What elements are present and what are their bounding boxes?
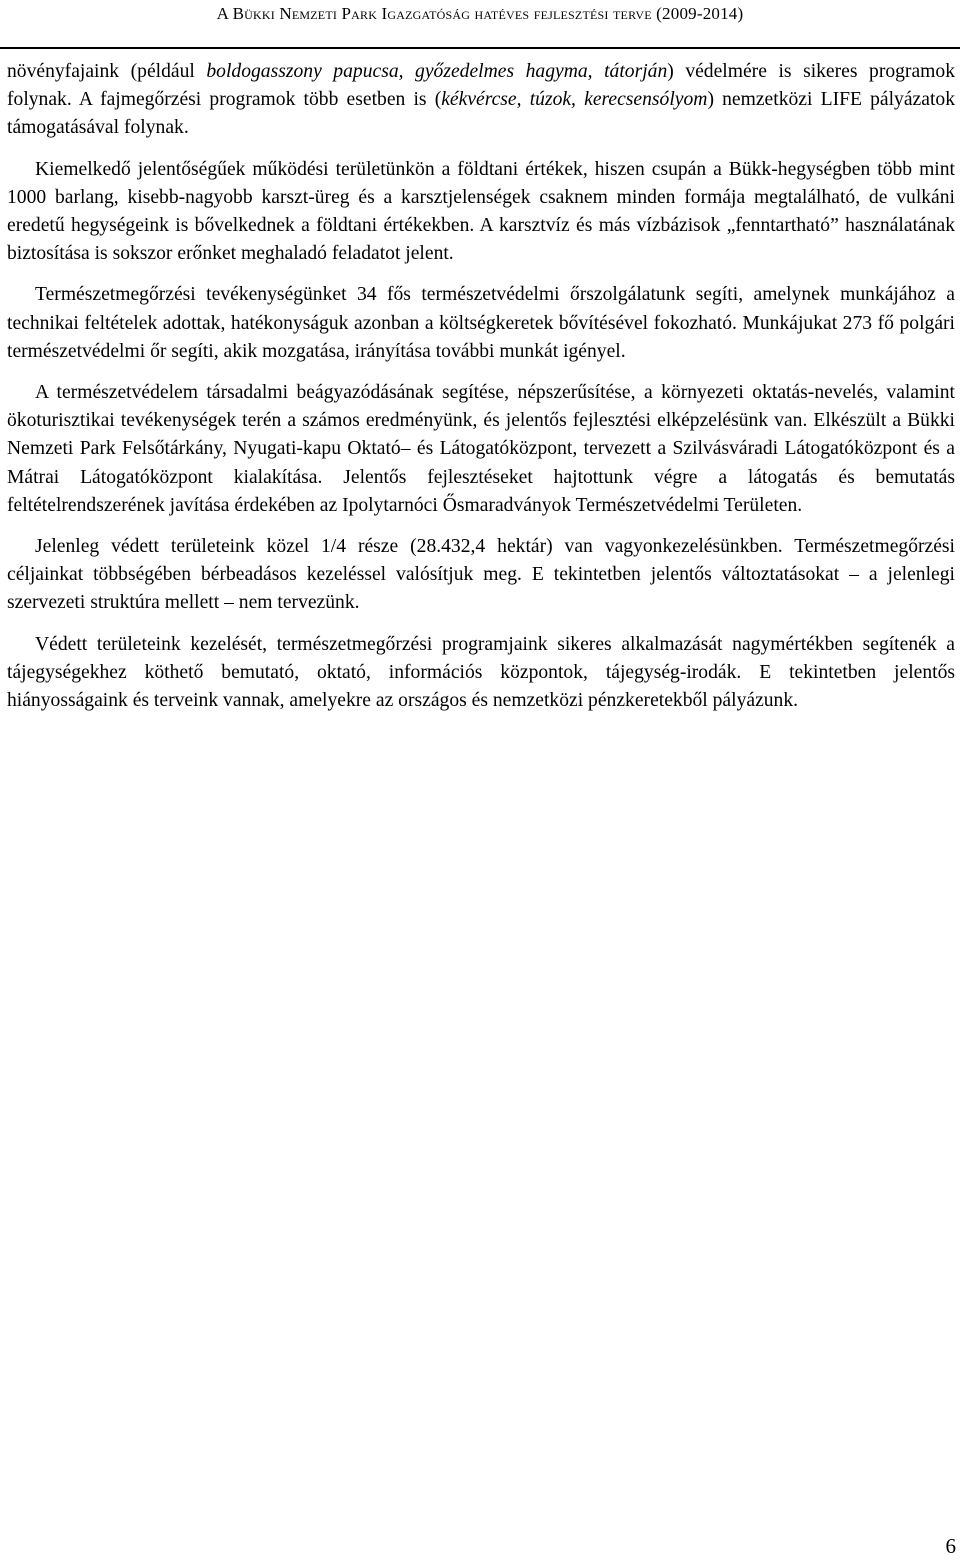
paragraph-asset-management: Jelenleg védett területeink közel 1/4 része (28.432,4 hektár) van vagyonkezelésünkben. Természetmegőrzési céljainkat többségében bérbeadásos kezeléssel valósítjuk meg. E tekintetben jelentős változtatásokat – a jelenlegi szervezeti struktúra mellett – nem tervezünk.	[7, 536, 955, 614]
p1-species-italic: boldogasszony papucsa, győzedelmes hagyma, tátorján	[206, 61, 668, 82]
header-prefix: A	[216, 4, 233, 23]
running-header	[0, 4, 960, 24]
p1-text-1: növényfajaink (például	[7, 61, 207, 82]
paragraph-geology: Kiemelkedő jelentőségűek működési területünkön a földtani értékek, hiszen csupán a Bükk-hegységben több mint 1000 barlang, kisebb-nagyobb karszt-üreg és a karsztjelenségek csaknem minden formája megtalálható, de vulkáni eredetű hegységeink is bővelkednek a földtani értékekben. A karsztvíz és más vízbázisok „fenntartható” használatának biztosítása is sokszor erőnket meghaladó feladatot jelent.	[7, 158, 955, 265]
paragraph-visitor-centers: Védett területeink kezelését, természetmegőrzési programjaink sikeres alkalmazását nagymértékben segítenék a tájegységekhez köthető bemutató, oktató, információs központok, tájegység-irodák. E tekintetben jelentős hiányosságaink és terveink vannak, amelyekre az országos és nemzetközi pénzkeretekből pályázunk.	[7, 633, 955, 712]
page-number: 6	[945, 1534, 956, 1558]
paragraph-species-programs	[7, 58, 955, 143]
paragraph-education: A természetvédelem társadalmi beágyazódásának segítése, népszerűsítése, a környezeti oktatás-nevelés, valamint ökoturisztikai tevékenységek terén a számos eredményünk, és jelentős fejlesztési elképzelésünk van. Elkészült a Bükki Nemzeti Park Felsőtárkány, Nyugati-kapu Oktató– és Látogatóközpont, tervezett a Szilvásváradi Látogatóközpont és a Mátrai Látogatóközpont kialakítása. Jelentős fejlesztéseket hajtottunk végre a látogatás és bemutatás feltételrendszerének javítása érdekében az Ipolytarnóci Ősmaradványok Természetvédelmi Területen.	[7, 382, 955, 516]
p1-text-2: ) védelmére is sikeres programok folynak. A fajmegőrzési programok több esetben is (	[7, 61, 955, 111]
document-body	[7, 58, 955, 728]
p1-text-3: ) nemzetközi LIFE pályázatok támogatásával folynak.	[7, 89, 955, 139]
paragraph-ranger-service: Természetmegőrzési tevékenységünket 34 fős természetvédelmi őrszolgálatunk segíti, amelynek munkájához a technikai feltételek adottak, hatékonyságuk azonban a költségkeretek bővítésével fokozható. Munkájukat 273 fő polgári természetvédelmi őr segíti, akik mozgatása, irányítása további munkát igényel.	[7, 284, 955, 362]
header-title: Bükki Nemzeti Park Igazgatóság hatéves fejlesztési terve	[232, 4, 652, 23]
header-rule	[0, 47, 960, 49]
header-years: (2009-2014)	[651, 4, 744, 23]
p1-birds-italic: kékvércse, túzok, kerecsensólyom	[441, 89, 708, 111]
